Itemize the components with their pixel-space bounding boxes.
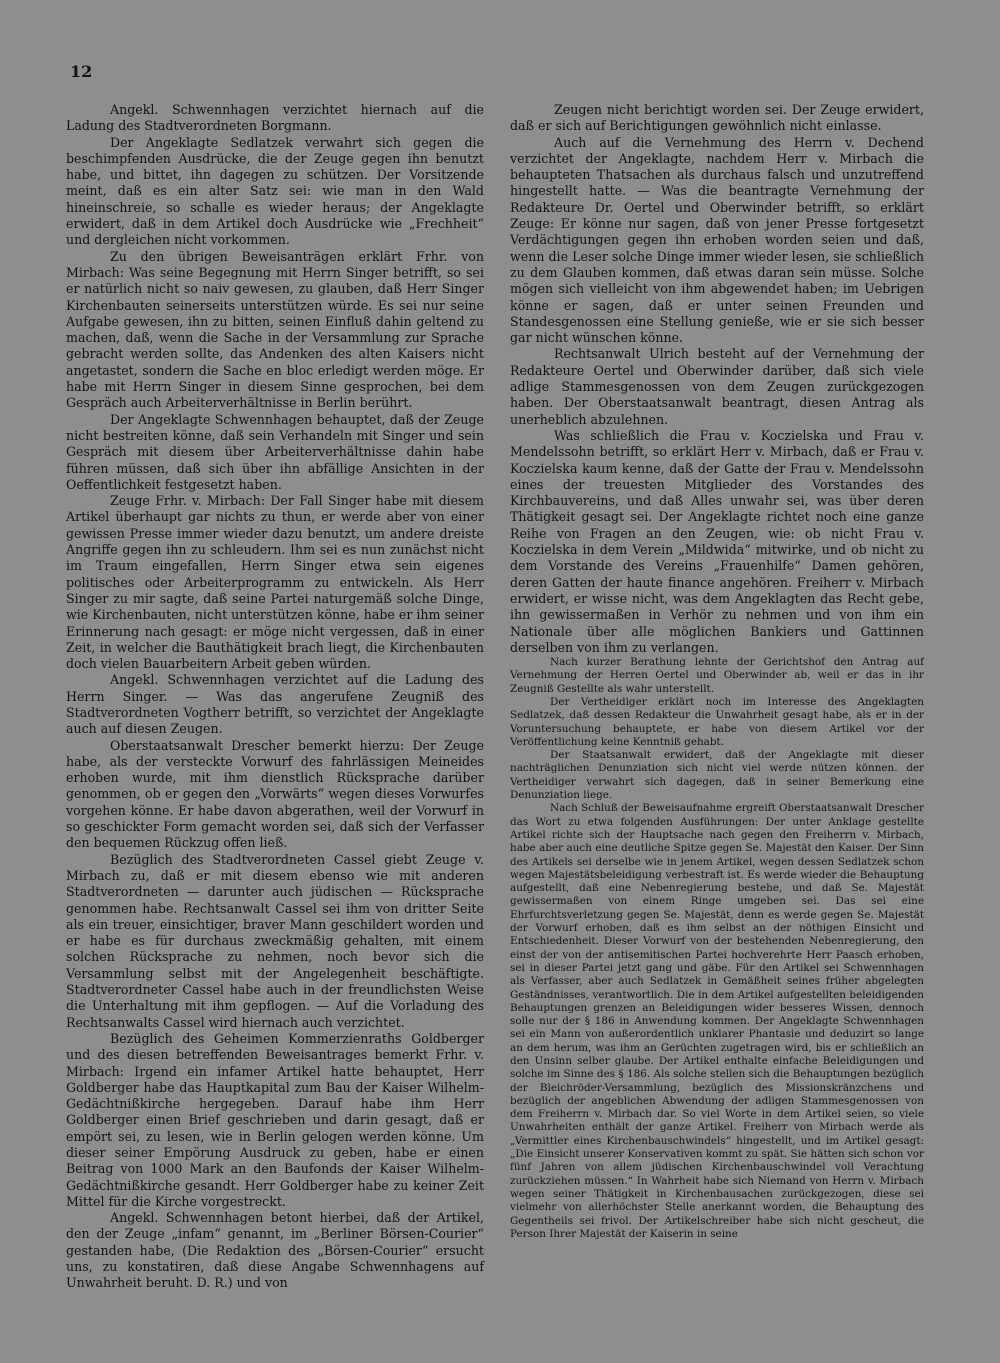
- small-paragraph: Der Staatsanwalt erwidert, daß der Angeklagte mit dieser nachträglichen Denunziation sich nicht viel werde nützen können. der Vertheidiger verwahrt sich dagegen, daß in seiner Bemerkung eine Denunziation liege.: [510, 749, 924, 802]
- paragraph: Rechtsanwalt Ulrich besteht auf der Vernehmung der Redakteure Oertel und Oberwinder darüber, daß sich viele adlige Stammesgenossen von dem Zeugen zurückgezogen haben. Der Oberstaatsanwalt beantragt, diesen Antrag als unerheblich abzulehnen.: [510, 346, 924, 427]
- left-column: [66, 102, 484, 1292]
- page-number: 12: [70, 62, 93, 81]
- paragraph: Was schließlich die Frau v. Koczielska und Frau v. Mendelssohn betrifft, so erklärt Herr v. Mirbach, daß er Frau v. Koczielska kaum kenne, daß der Gatte der Frau v. Mendelssohn eines der treuesten Mitglieder des Vorstandes des Kirchbauvereins, und daß Alles unwahr sei, was über deren Thätigkeit gesagt sei. Der Angeklagte richtet noch eine ganze Reihe von Fragen an den Zeugen, wie: ob nicht Frau v. Koczielska in dem Verein „Mildwida“ mitwirke, und ob nicht zu dem Vorstande des Vereins „Frauenhilfe“ Damen gehören, deren Gatten der haute finance angehören. Freiherr v. Mirbach erwidert, er wisse nicht, was dem Angeklagten das Recht gebe, ihn gewissermaßen in Verhör zu nehmen und von ihm ein Nationale über alle möglichen Bankiers und Gattinnen derselben von ihm zu verlangen.: [510, 427, 924, 655]
- small-paragraph: Nach Schluß der Beweisaufnahme ergreift Oberstaatsanwalt Drescher das Wort zu etwa folgenden Ausführungen: Der unter Anklage gestellte Artikel richte sich der Hauptsache nach gegen den Freiherrn v. Mirbach, habe aber auch eine deutliche Spitze gegen Se. Majestät den Kaiser. Der Sinn des Artikels sei derselbe wie in jenem Artikel, wegen dessen Sedlatzek schon wegen Majestätsbeleidigung verbestraft ist. Es werde wieder die Behauptung aufgestellt, daß eine Nebenregierung bestehe, und daß Se. Majestät gewissermaßen von einem Ringe umgeben sei. Das sei eine Ehrfurchtsverletzung gegen Se. Majestät, denn es werde gegen Se. Majestät der Vorwurf erhoben, daß es ihm selbst an der nöthigen Einsicht und Entschiedenheit. Dieser Vorwurf von der bestehenden Nebenregierung, den einst der von der antisemitischen Partei hochverehrte Herr Paasch erhoben, sei in dieser Partei jetzt gang und gäbe. Für den Artikel sei Schwennhagen als Verfasser, aber auch Sedlatzek in Gemäßheit seines früher abgelegten Geständnisses, verantwortlich. Die in dem Artikel aufgestellten beleidigenden Behauptungen grenzen an Beleidigungen wider besseres Wissen, dennoch solle nur der § 186 in Anwendung kommen. Der Angeklagte Schwennhagen sei ein Mann von außerordentlich unklarer Phantasie und deduzirt so lange an dem herum, was ihm an Gerüchten zugetragen wird, bis er schließlich an den Unsinn selber glaube. Der Artikel enthalte einfache Beleidigungen und solche im Sinne des § 186. Als solche stellen sich die Behauptungen bezüglich der Bleichröder-Versammlung, bezüglich des Missionskränzchens und bezüglich der angeblichen Abwendung der adligen Stammesgenossen von dem Freiherrn v. Mirbach dar. So viel Worte in dem Artikel seien, so viele Unwahrheiten enthält der ganze Artikel. Freiherr von Mirbach werde als „Vermittler eines Kirchenbauschwindels“ hingestellt, und im Artikel gesagt: „Die Einsicht unserer Konservativen kommt zu spät. Sie hätten sich schon vor fünf Jahren von allem jüdischen Kirchenbauschwindel voll Verachtung zurückziehen müssen.“ In Wahrheit habe sich Niemand von Herrn v. Mirbach wegen seiner Thätigkeit in Kirchenbausachen zurückgezogen, diese sei vielmehr von allerhöchster Stelle anerkannt worden, die Behauptung des Gegentheils sei frivol. Der Artikelschreiber habe sich nicht gescheut, die Person Ihrer Majestät der Kaiserin in seine: [510, 802, 924, 1240]
- paragraph: Der Angeklagte Sedlatzek verwahrt sich gegen die beschimpfenden Ausdrücke, die der Zeuge gegen ihn benutzt habe, und bittet, ihn dagegen zu schützen. Der Vorsitzende meint, daß es ein alter Satz sei: wie man in den Wald hineinschreie, so schalle es wieder heraus; der Angeklagte erwidert, daß in dem Artikel doch Ausdrücke wie „Frechheit“ und dergleichen nicht vorkommen.: [66, 134, 484, 248]
- paragraph: Angekl. Schwennhagen verzichtet auf die Ladung des Herrn Singer. — Was das angerufene Zeugniß des Stadtverordneten Vogtherr betrifft, so verzichtet der Angeklagte auch auf diesen Zeugen.: [66, 672, 484, 737]
- paragraph: Zu den übrigen Beweisanträgen erklärt Frhr. von Mirbach: Was seine Begegnung mit Herrn Singer betrifft, so sei er natürlich nicht so naiv gewesen, zu glauben, daß Herr Singer Kirchenbauten seinerseits unterstützen würde. Es sei nur seine Aufgabe gewesen, ihn zu bitten, seinen Einfluß dahin geltend zu machen, daß, wenn die Sache in der Versammlung zur Sprache gebracht werden sollte, das Andenken des alten Kaisers nicht angetastet, sondern die Sache en bloc erledigt werden möge. Er habe mit Herrn Singer in diesem Sinne gesprochen, bei dem Gespräch auch Arbeiterverhältnisse in Berlin berührt.: [66, 248, 484, 411]
- small-paragraph: Der Vertheidiger erklärt noch im Interesse des Angeklagten Sedlatzek, daß dessen Redakteur die Unwahrheit gesagt habe, als er in der Voruntersuchung behauptete, er habe von diesem Artikel vor der Veröffentlichung keine Kenntniß gehabt.: [510, 695, 924, 748]
- paragraph: Angekl. Schwennhagen verzichtet hiernach auf die Ladung des Stadtverordneten Borgmann.: [66, 102, 484, 134]
- paragraph: Zeuge Frhr. v. Mirbach: Der Fall Singer habe mit diesem Artikel überhaupt gar nichts zu thun, er werde aber von einer gewissen Presse immer wieder dazu benutzt, um andere dreiste Angriffe gegen ihn zu schleudern. Ihm sei es nun zunächst nicht im Traum eingefallen, Herrn Singer etwa sein eigenes politisches oder Arbeiterprogramm zu entwickeln. Als Herr Singer zu mir sagte, daß seine Partei naturgemäß solche Dinge, wie Kirchenbauten, nicht unterstützen könne, habe er ihm seiner Erinnerung nach gesagt: er möge nicht vergessen, daß in einer Zeit, in welcher die Bauthätigkeit brach liegt, die Kirchenbauten doch vielen Bauarbeitern Arbeit geben würden.: [66, 493, 484, 672]
- paragraph: Bezüglich des Geheimen Kommerzienraths Goldberger und des diesen betreffenden Beweisantrages bemerkt Frhr. v. Mirbach: Irgend ein infamer Artikel hatte behauptet, Herr Goldberger habe das Hauptkapital zum Bau der Kaiser Wilhelm-Gedächtnißkirche hergegeben. Darauf habe ihm Herr Goldberger einen Brief geschrieben und darin gesagt, daß er empört sei, zu lesen, wie in Berlin gelogen werden könne. Um dieser seiner Empörung Ausdruck zu geben, habe er einen Beitrag von 1000 Mark an den Baufonds der Kaiser Wilhelm-Gedächtnißkirche gesandt. Herr Goldberger habe zu keiner Zeit Mittel für die Kirche vorgestreckt.: [66, 1030, 484, 1209]
- small-paragraph: Nach kurzer Berathung lehnte der Gerichtshof den Antrag auf Vernehmung der Herren Oertel und Oberwinder ab, weil er das in ihr Zeugniß Gestellte als wahr unterstellt.: [510, 656, 924, 695]
- paragraph: Der Angeklagte Schwennhagen behauptet, daß der Zeuge nicht bestreiten könne, daß sein Verhandeln mit Singer und sein Gespräch mit diesem über Arbeiterverhältnisse dahin habe führen müssen, daß sich über ihn abfällige Ansichten in der Oeffentlichkeit festgesetzt haben.: [66, 411, 484, 492]
- right-column: [510, 102, 924, 1241]
- paragraph: Auch auf die Vernehmung des Herrn v. Dechend verzichtet der Angeklagte, nachdem Herr v. Mirbach die behaupteten Thatsachen als durchaus falsch und unzutreffend hingestellt hatte. — Was die beantragte Vernehmung der Redakteure Dr. Oertel und Oberwinder betrifft, so erklärt Zeuge: Er könne nur sagen, daß von jener Presse fortgesetzt Verdächtigungen gegen ihn erhoben worden seien und daß, wenn die Leser solche Dinge immer wieder lesen, sie schließlich zu dem Glauben kommen, daß etwas daran sein müsse. Solche mögen sich vielleicht von ihm abgewendet haben; im Uebrigen könne er sagen, daß er unter seinen Freunden und Standesgenossen eine Stellung genieße, wie er sie sich besser gar nicht wünschen könne.: [510, 134, 924, 346]
- paragraph: Oberstaatsanwalt Drescher bemerkt hierzu: Der Zeuge habe, als der versteckte Vorwurf des fahrlässigen Meineides erhoben wurde, mit ihm dienstlich Rücksprache darüber genommen, ob er gegen den „Vorwärts“ wegen dieses Vorwurfes vorgehen könne. Er habe davon abgerathen, weil der Vorwurf in so geschickter Form gemacht worden sei, daß sich der Verfasser den bequemen Rückzug offen ließ.: [66, 737, 484, 851]
- paragraph: Zeugen nicht berichtigt worden sei. Der Zeuge erwidert, daß er sich auf Berichtigungen gewöhnlich nicht einlasse.: [510, 102, 924, 134]
- paragraph: Angekl. Schwennhagen betont hierbei, daß der Artikel, den der Zeuge „infam“ genannt, im „Berliner Börsen-Courier“ gestanden habe, (Die Redaktion des „Börsen-Courier“ ersucht uns, zu konstatiren, daß diese Angabe Schwennhagens auf Unwahrheit beruht. D. R.) und von: [66, 1210, 484, 1291]
- paragraph: Bezüglich des Stadtverordneten Cassel giebt Zeuge v. Mirbach zu, daß er mit diesem ebenso wie mit anderen Stadtverordneten — darunter auch jüdischen — Rücksprache genommen habe. Rechtsanwalt Cassel sei ihm von dritter Seite als ein treuer, einsichtiger, braver Mann geschildert worden und er habe es für durchaus zweckmäßig gehalten, mit einem solchen Rücksprache zu nehmen, noch bevor sich die Versammlung selbst mit der Angelegenheit beschäftigte. Stadtverordneter Cassel habe auch in der freundlichsten Weise die Unterhaltung mit ihm gepflogen. — Auf die Vorladung des Rechtsanwalts Cassel wird hiernach auch verzichtet.: [66, 851, 484, 1030]
